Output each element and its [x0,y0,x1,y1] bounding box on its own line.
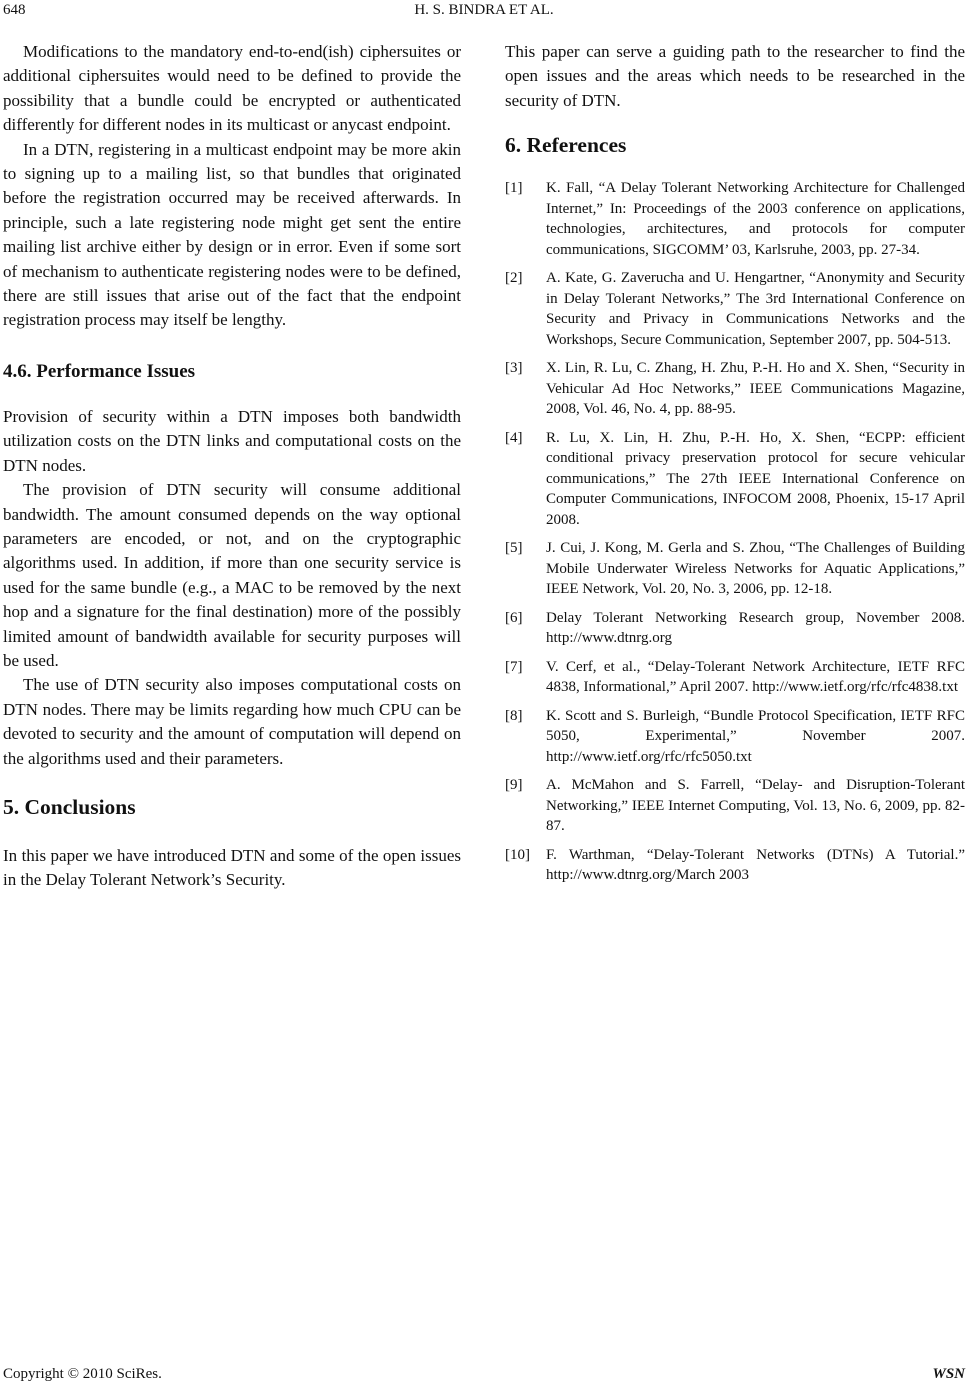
reference-text: V. Cerf, et al., “Delay-Tolerant Network Architecture, IETF RFC 4838, Informational,” April 2007. http://www.ietf.org/rfc/rfc4838.txt [546,658,965,696]
paragraph: Provision of security within a DTN imposes both bandwidth utilization costs on the DTN links and computational costs on the DTN nodes. [3,406,461,475]
reference-text: K. Scott and S. Burleigh, “Bundle Protocol Specification, IETF RFC 5050, Experimental,” November 2007. http://www.ietf.org/rfc/rfc5050.txt [546,707,965,765]
reference-number: [4] [505,429,523,446]
section-heading-4-6: 4.6. Performance Issues [3,360,196,382]
reference-text: J. Cui, J. Kong, M. Gerla and S. Zhou, “The Challenges of Building Mobile Underwater Wireless Networks for Aquatic Applications,” IEEE Network, Vol. 20, No. 3, 2006, pp. 12-18. [546,540,965,598]
paragraph: In a DTN, registering in a multicast endpoint may be more akin to signing up to a mailing list, so that bundles that originated before the registration occurred may be received afterwards. In principle, such a late registering node might get sent the entire mailing list archive either by design or in error. Even if some sort of mechanism to authenticate registering nodes were to be defined, there are still issues that arise out of the fact that the endpoint registration process may itself be lengthy. [3,139,461,330]
reference-text: X. Lin, R. Lu, C. Zhang, H. Zhu, P.-H. Ho and X. Shen, “Security in Vehicular Ad Hoc Networks,” IEEE Communications Magazine, 2008, Vol. 46, No. 4, pp. 88-95. [546,360,965,418]
reference-list [505,178,965,886]
reference-number: [2] [505,270,523,287]
reference-item [505,358,965,420]
reference-item [505,268,965,350]
reference-item [505,657,965,698]
reference-item [505,178,965,260]
reference-item [505,428,965,531]
paragraph: The provision of DTN security will consume additional bandwidth. The amount consumed depends on the way optional parameters are encoded, or not, and on the cryptographic algorithms used. In addition, if more than one security service is used for the same bundle (e.g., a MAC to be removed by the next hop and a signature for the final destination) more of the possibly limited amount of bandwidth available for security purposes will be used. [3,480,461,670]
journal-abbreviation: WSN [932,1366,965,1382]
reference-item [505,775,965,837]
right-column [505,40,965,886]
reference-number: [10] [505,846,530,863]
reference-text: F. Warthman, “Delay-Tolerant Networks (DTNs) A Tutorial.” http://www.dtnrg.org/March 2003 [546,846,965,884]
paragraph: This paper can serve a guiding path to the researcher to find the open issues and the areas which needs to be researched in the security of DTN. [505,42,965,110]
paragraph: In this paper we have introduced DTN and some of the open issues in the Delay Tolerant Network’s Security. [3,845,461,890]
reference-number: [7] [505,658,523,675]
reference-number: [6] [505,609,523,626]
copyright-notice: Copyright © 2010 SciRes. [3,1366,162,1382]
reference-text: A. McMahon and S. Farrell, “Delay- and Disruption-Tolerant Networking,” IEEE Internet Computing, Vol. 13, No. 6, 2009, pp. 82-87. [546,777,965,835]
reference-item [505,845,965,886]
reference-number: [5] [505,540,523,557]
reference-text: Delay Tolerant Networking Research group, November 2008. http://www.dtnrg.org [546,609,965,647]
left-column [3,40,461,893]
section-heading-5: 5. Conclusions [3,794,136,819]
reference-number: [9] [505,777,523,794]
reference-item [505,608,965,649]
reference-text: A. Kate, G. Zaverucha and U. Hengartner, “Anonymity and Security in Delay Tolerant Networks,” The 3rd International Conference on Security and Privacy in Communications Networks and the Workshops, Secure Communication, September 2007, pp. 504-513. [546,270,965,348]
reference-item [505,706,965,768]
reference-item [505,538,965,600]
reference-number: [3] [505,360,523,377]
reference-text: R. Lu, X. Lin, H. Zhu, P.-H. Ho, X. Shen, “ECPP: efficient conditional privacy preservation protocol for secure vehicular communications,” The 27th IEEE International Conference on Computer Communications, INFOCOM 2008, Phoenix, 15-17 April 2008. [546,429,965,528]
paragraph: The use of DTN security also imposes computational costs on DTN nodes. There may be limits regarding how much CPU can be devoted to security and the amount of computation will depend on the algorithms used and their parameters. [3,675,461,768]
section-heading-6: 6. References [505,133,627,158]
page-number: 648 [3,2,26,18]
running-head: H. S. BINDRA ET AL. [414,2,554,18]
reference-text: K. Fall, “A Delay Tolerant Networking Architecture for Challenged Internet,” In: Proceedings of the 2003 conference on applications, technologies, architectures, and protocols for computer communications, SIGCOMM’ 03, Karlsruhe, 2003, pp. 27-34. [546,180,965,258]
paragraph: Modifications to the mandatory end-to-end(ish) ciphersuites or additional ciphersuites would need to be defined to provide the possibility that a bundle could be encrypted or authenticated differently for different nodes in its multicast or anycast endpoint. [3,42,461,135]
reference-number: [8] [505,707,523,724]
reference-number: [1] [505,180,523,197]
